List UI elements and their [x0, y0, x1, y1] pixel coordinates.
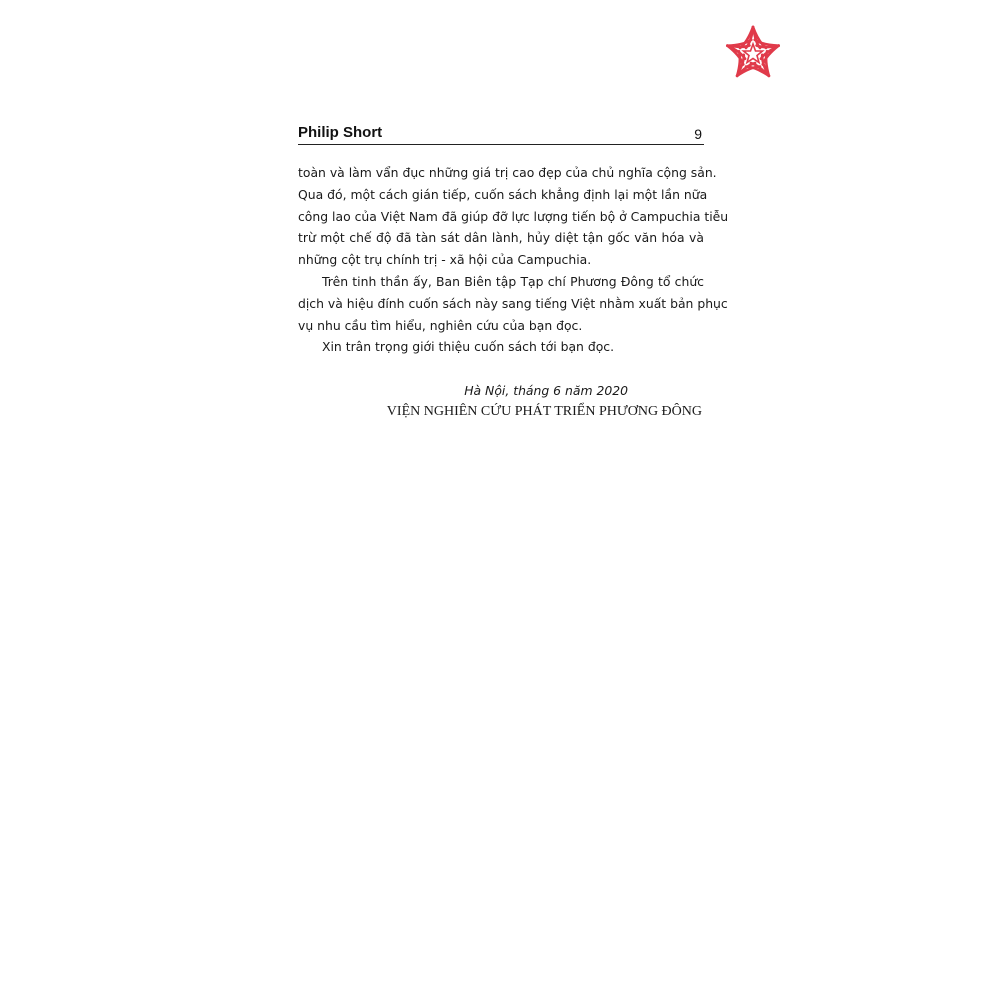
- paragraph: [298, 162, 729, 271]
- text-line: những cột trụ chính trị - xã hội của Campuchia.: [298, 252, 592, 268]
- paragraph: [298, 271, 728, 336]
- paragraph: [298, 336, 704, 358]
- text-line: công lao của Việt Nam đã giúp đỡ lực lượng tiến bộ ở Campuchia tiễu: [298, 208, 729, 224]
- text-line: trừ một chế độ đã tàn sát dân lành, hủy diệt tận gốc văn hóa và: [298, 230, 704, 246]
- body-text: [298, 162, 729, 358]
- running-header: [298, 124, 704, 145]
- text-line: dịch và hiệu đính cuốn sách này sang tiếng Việt nhằm xuất bản phục: [298, 295, 728, 311]
- page-number: 9: [694, 126, 702, 142]
- red-star-emblem-icon: [724, 24, 782, 82]
- text-line: vụ nhu cầu tìm hiểu, nghiên cứu của bạn đọc.: [298, 317, 583, 333]
- text-line: Xin trân trọng giới thiệu cuốn sách tới bạn đọc.: [322, 339, 615, 355]
- text-line: Qua đó, một cách gián tiếp, cuốn sách khẳng định lại một lần nữa: [298, 186, 708, 202]
- signature-organization: VIỆN NGHIÊN CỨU PHÁT TRIỂN PHƯƠNG ĐÔNG: [386, 404, 702, 419]
- running-header-author: Philip Short: [298, 124, 383, 141]
- signature-place-date: Hà Nội, tháng 6 năm 2020: [464, 383, 628, 398]
- text-line: toàn và làm vẩn đục những giá trị cao đẹp của chủ nghĩa cộng sản.: [298, 165, 717, 180]
- text-line: Trên tinh thần ấy, Ban Biên tập Tạp chí Phương Đông tổ chức: [322, 273, 704, 289]
